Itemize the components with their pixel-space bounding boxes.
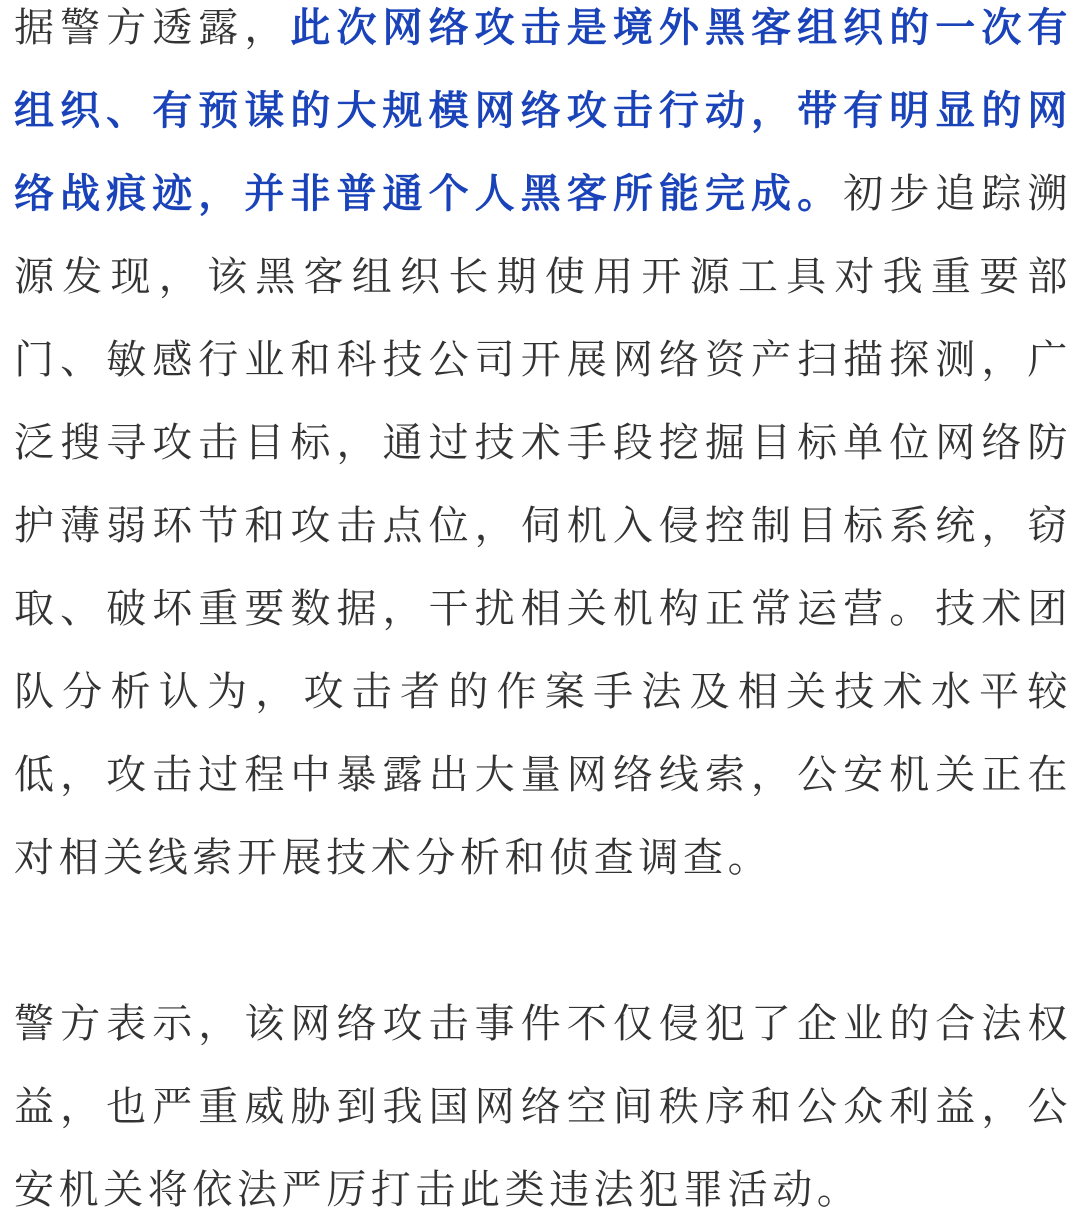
paragraph-intro-text: 据警方透露， [14, 5, 291, 51]
article-body [14, 0, 1072, 1232]
paragraph-police-disclosure [14, 0, 1072, 900]
paragraph-body-text: 初步追踪溯源发现，该黑客组织长期使用开源工具对我重要部门、敏感行业和科技公司开展网络资产扫描探测，广泛搜寻攻击目标，通过技术手段挖掘目标单位网络防护薄弱环节和攻击点位，伺机入侵控制目标系统，窃取、破坏重要数据，干扰相关机构正常运营。技术团队分析认为，攻击者的作案手法及相关技术水平较低，攻击过程中暴露出大量网络线索，公安机关正在对相关线索开展技术分析和侦查调查。 [14, 171, 1072, 881]
highlighted-key-statement: 此次网络攻击是境外黑客组织的一次有组织、有预谋的大规模网络攻击行动，带有明显的网络战痕迹，并非普通个人黑客所能完成。 [14, 5, 1072, 217]
paragraph-police-statement: 警方表示，该网络攻击事件不仅侵犯了企业的合法权益，也严重威胁到我国网络空间秩序和公众利益，公安机关将依法严厉打击此类违法犯罪活动。 [14, 1001, 1072, 1213]
